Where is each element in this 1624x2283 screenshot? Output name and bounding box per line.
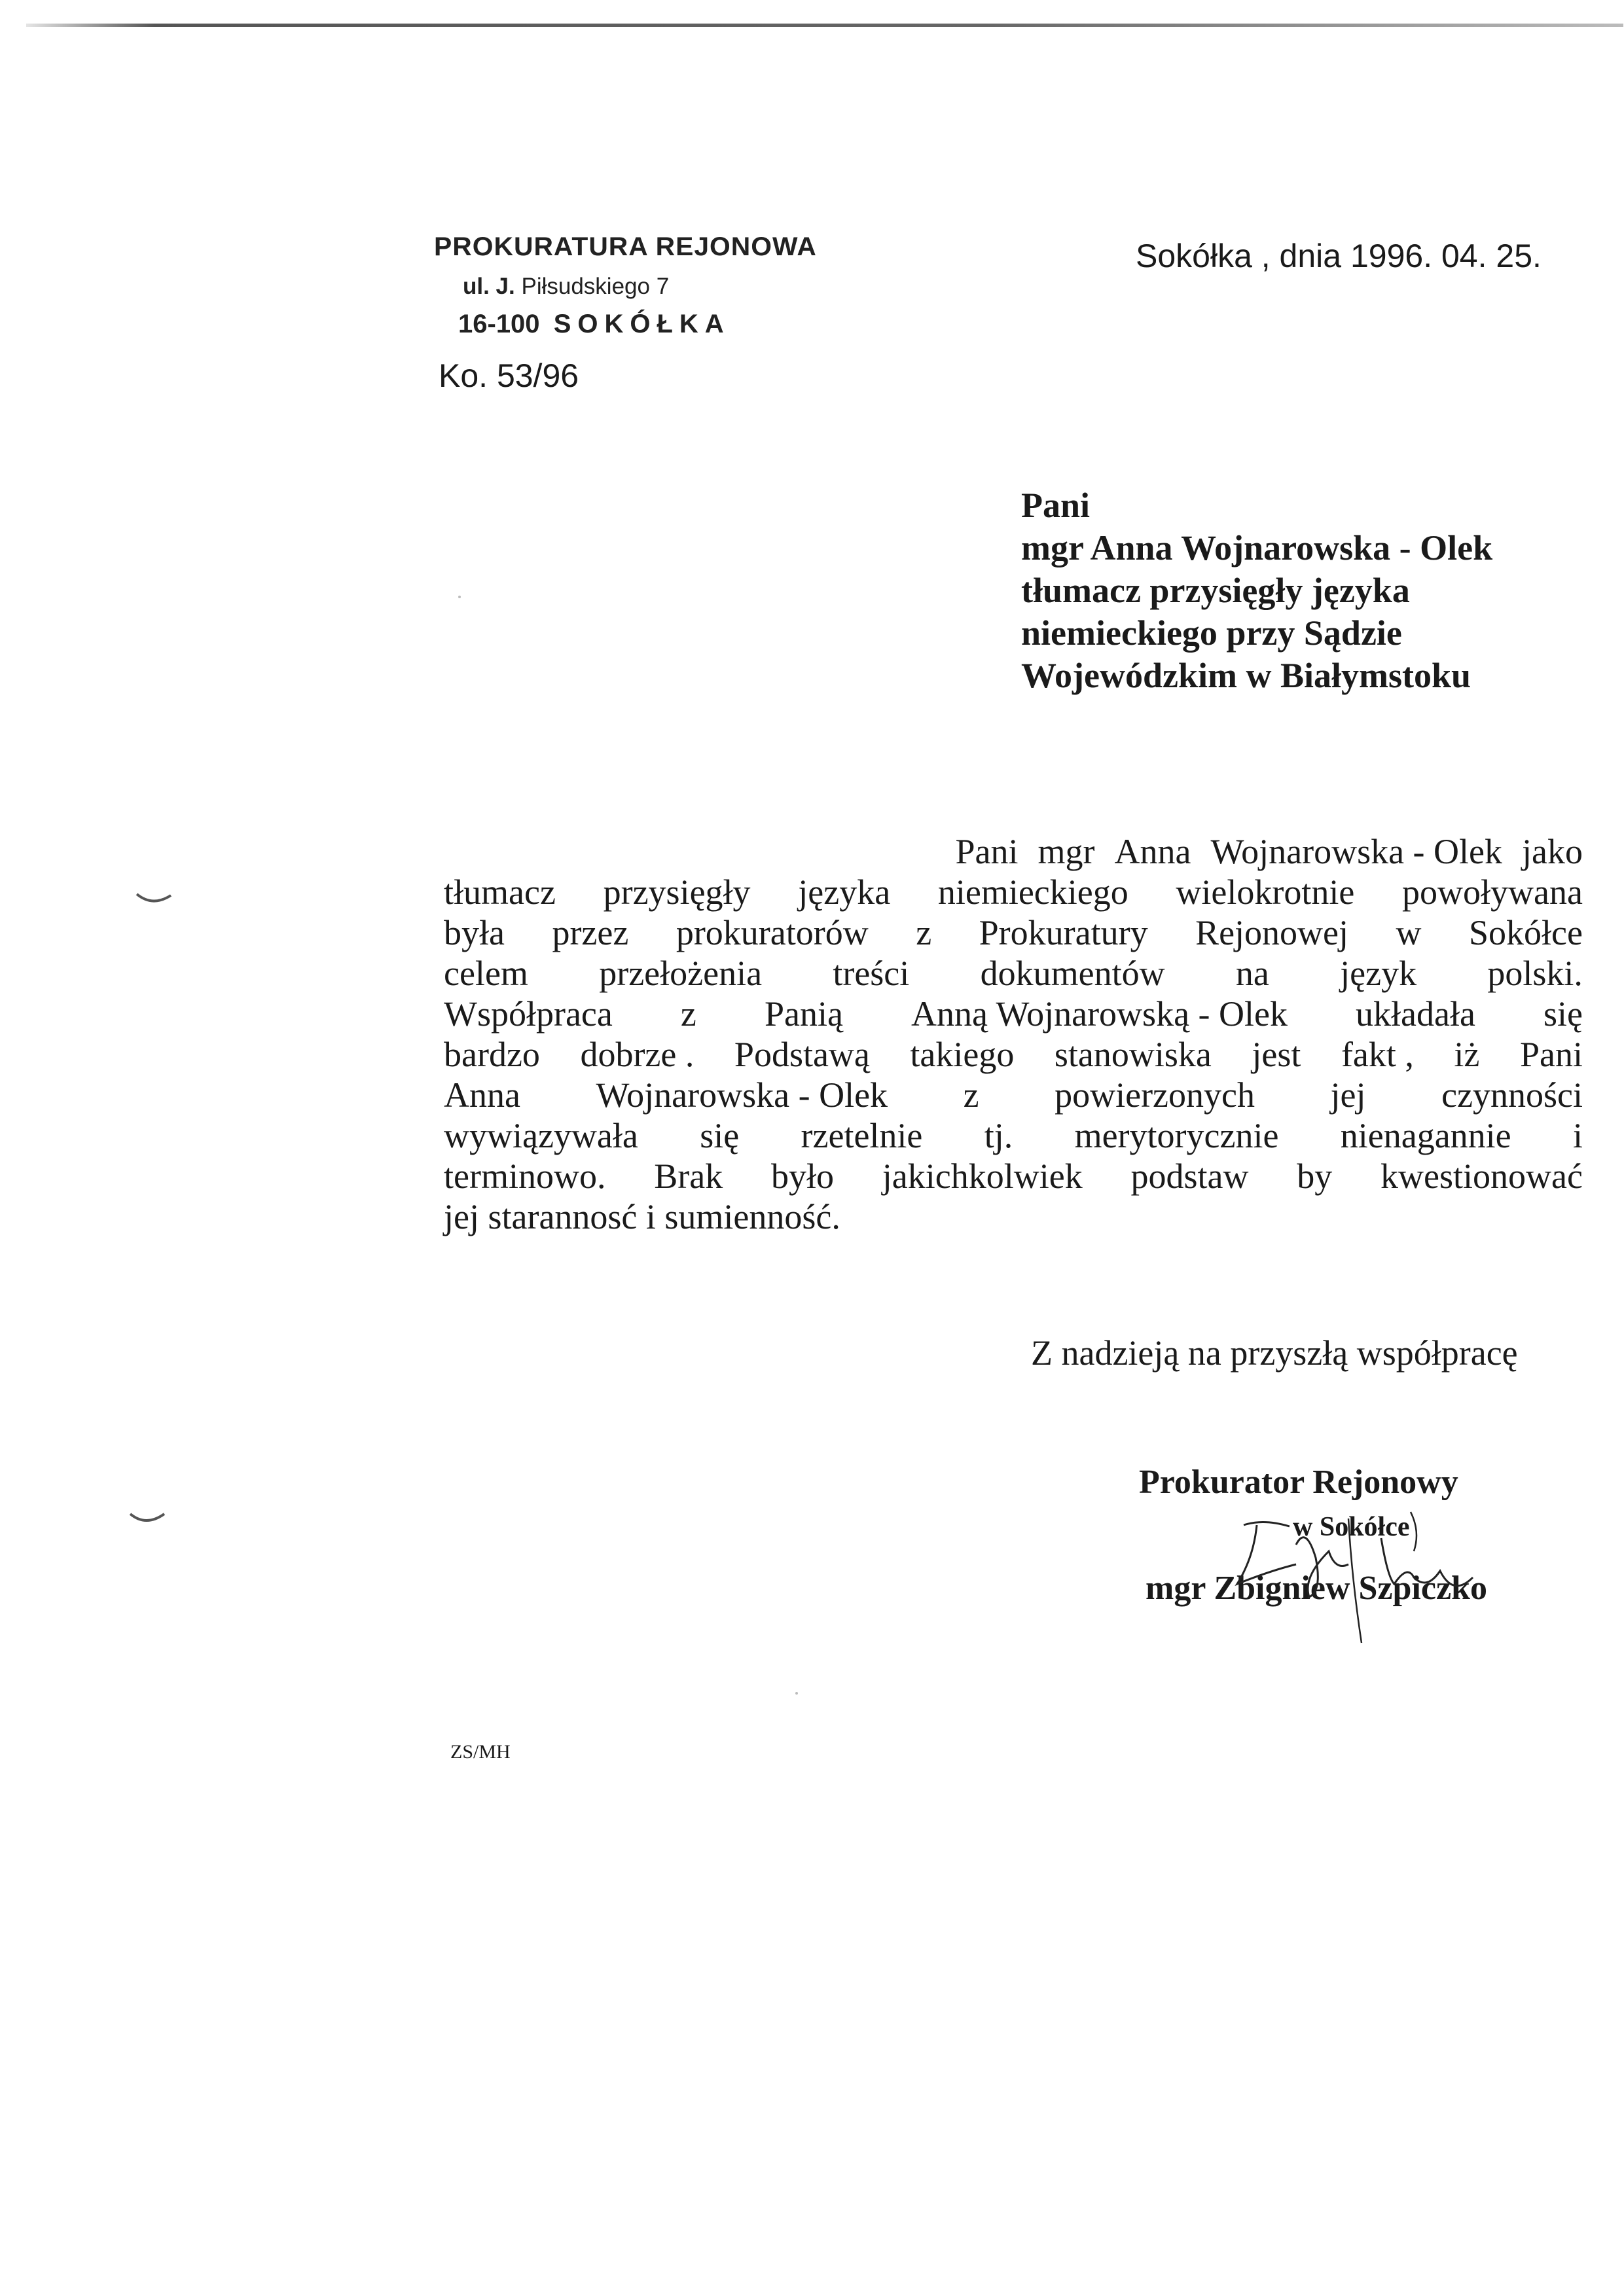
body-word: jakichkolwiek xyxy=(882,1157,1083,1196)
addressee-line: mgr Anna Wojnarowska - Olek xyxy=(1021,528,1493,567)
addressee-line: Wojewódzkim w Białymstoku xyxy=(1021,656,1471,695)
body-word: z xyxy=(963,1075,979,1115)
punch-hole-mark xyxy=(128,1509,167,1528)
body-line xyxy=(444,872,1583,912)
body-line xyxy=(444,953,1583,994)
body-word: na xyxy=(1235,954,1269,993)
body-word: bardzo xyxy=(444,1035,540,1074)
addressee-line: niemieckiego przy Sądzie xyxy=(1021,613,1402,653)
body-word: takiego xyxy=(910,1035,1015,1074)
body-line xyxy=(444,1196,1583,1237)
body-word: jest xyxy=(1252,1035,1301,1074)
body-word: Pani xyxy=(955,832,1019,871)
addressee-block xyxy=(1021,484,1492,697)
street-prefix: ul. J. xyxy=(463,274,515,299)
body-word: jej xyxy=(1330,1075,1366,1115)
body-word: tłumacz xyxy=(444,872,556,912)
body-word: jako xyxy=(1522,832,1583,871)
body-word: się xyxy=(1543,994,1583,1034)
body-word: niemieckiego xyxy=(937,872,1128,912)
body-word: było xyxy=(771,1157,835,1196)
body-word: język xyxy=(1340,954,1417,993)
body-line xyxy=(444,994,1583,1034)
body-word: przez xyxy=(552,913,629,952)
body-word: przysięgły xyxy=(603,872,751,912)
body-word: iż xyxy=(1454,1035,1480,1074)
body-word: kwestionować xyxy=(1380,1157,1583,1196)
body-word: prokuratorów xyxy=(676,913,869,952)
body-word: polski. xyxy=(1487,954,1583,993)
body-word: Panią xyxy=(764,994,843,1034)
body-word: terminowo. xyxy=(444,1157,606,1196)
office-street xyxy=(463,274,669,300)
body-word: tj. xyxy=(984,1116,1013,1155)
body-word: Sokółce xyxy=(1468,913,1583,952)
body-word: układała xyxy=(1356,994,1475,1034)
city: SOKÓŁKA xyxy=(553,310,731,338)
body-word: Podstawą xyxy=(734,1035,870,1074)
body-word: z xyxy=(916,913,932,952)
letter-date: Sokółka , dnia 1996. 04. 25. xyxy=(1136,238,1542,274)
body-word: treści xyxy=(833,954,910,993)
body-word: powierzonych xyxy=(1055,1075,1255,1115)
office-city xyxy=(458,310,731,339)
body-word: powoływana xyxy=(1402,872,1583,912)
body-word: była xyxy=(444,913,505,952)
scan-speck xyxy=(458,596,461,598)
addressee-line: Pani xyxy=(1021,486,1091,525)
body-word: języka xyxy=(798,872,891,912)
scan-speck xyxy=(795,1692,798,1695)
body-word: podstaw xyxy=(1130,1157,1249,1196)
signatory-title: Prokurator Rejonowy xyxy=(1139,1464,1458,1501)
body-word: Wojnarowska - Olek xyxy=(596,1075,888,1115)
office-name: PROKURATURA REJONOWA xyxy=(434,232,817,261)
body-word: Pani xyxy=(1519,1035,1583,1074)
postcode: 16-100 xyxy=(458,310,540,338)
body-word: fakt , xyxy=(1341,1035,1414,1074)
street-name: Piłsudskiego 7 xyxy=(521,274,670,299)
handwritten-signature xyxy=(1218,1499,1492,1656)
body-word: się xyxy=(700,1116,740,1155)
body-line xyxy=(444,1156,1583,1196)
body-word: merytorycznie xyxy=(1074,1116,1279,1155)
punch-hole-mark xyxy=(134,890,173,910)
body-word: by xyxy=(1297,1157,1333,1196)
body-word: Rejonowej xyxy=(1195,913,1349,952)
body-word: Anna xyxy=(1114,832,1191,871)
case-number: Ko. 53/96 xyxy=(439,357,579,394)
body-word: Prokuratury xyxy=(979,913,1148,952)
body-word: Anna xyxy=(444,1075,520,1115)
body-word: stanowiska xyxy=(1054,1035,1212,1074)
body-word: z xyxy=(680,994,696,1034)
body-word: jej starannosć i sumienność. xyxy=(444,1197,840,1236)
body-word: dokumentów xyxy=(980,954,1165,993)
closing-line: Z nadzieją na przyszłą współpracę xyxy=(1031,1333,1518,1373)
body-word: Wojnarowska - Olek xyxy=(1210,832,1503,871)
scan-top-edge xyxy=(26,24,1623,27)
body-word: przełożenia xyxy=(599,954,763,993)
body-word: celem xyxy=(444,954,528,993)
body-word: Brak xyxy=(654,1157,723,1196)
body-word: wielokrotnie xyxy=(1176,872,1355,912)
body-word: w xyxy=(1396,913,1422,952)
typist-initials: ZS/MH xyxy=(450,1741,511,1763)
body-word: mgr xyxy=(1038,832,1095,871)
body-word: Współpraca xyxy=(444,994,613,1034)
body-word: czynności xyxy=(1441,1075,1583,1115)
body-word: rzetelnie xyxy=(801,1116,923,1155)
body-line xyxy=(444,912,1583,953)
body-word: wywiązywała xyxy=(444,1116,638,1155)
body-word: i xyxy=(1572,1116,1583,1155)
body-word: dobrze . xyxy=(580,1035,695,1074)
signatory-name: mgr Zbigniew Szpiczko xyxy=(1146,1570,1487,1607)
body-word: nienagannie xyxy=(1340,1116,1511,1155)
body-line xyxy=(444,1034,1583,1075)
body-line xyxy=(444,1075,1583,1115)
signatory-place: w Sokółce xyxy=(1293,1512,1410,1542)
addressee-line: tłumacz przysięgły języka xyxy=(1021,571,1410,610)
body-word: Anną Wojnarowską - Olek xyxy=(911,994,1288,1034)
letter-body xyxy=(444,831,1583,1237)
body-line xyxy=(444,831,1583,872)
body-line xyxy=(444,1115,1583,1156)
